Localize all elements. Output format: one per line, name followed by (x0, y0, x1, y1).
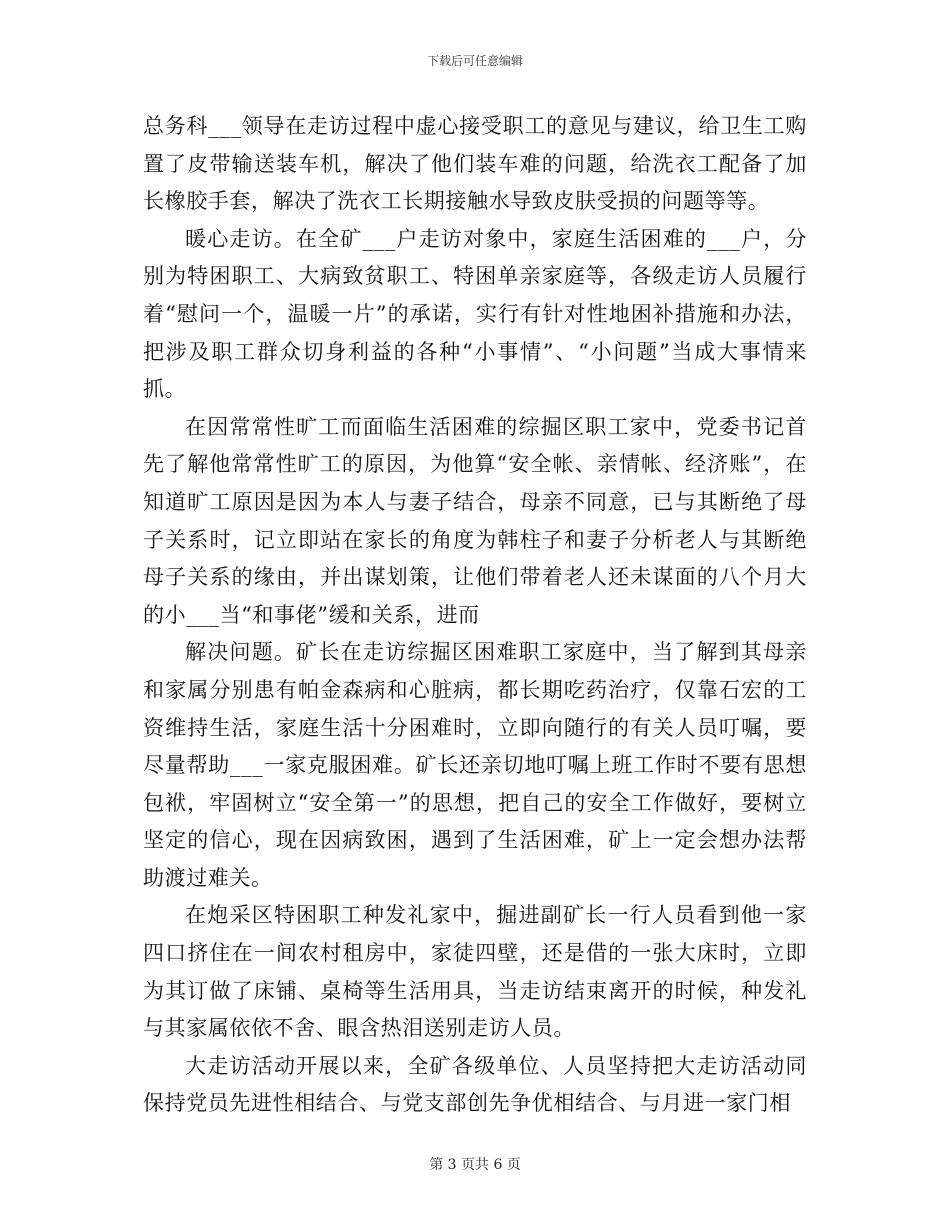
page-header-note: 下载后可任意编辑 (426, 54, 523, 68)
paragraph-continuation: 总务科___领导在走访过程中虚心接受职工的意见与建议，给卫生工购置了皮带输送装车机，解决了他们装车难的问题，给洗衣工配备了加长橡胶手套，解决了洗衣工长期接触水导致皮肤受损的问题等等。 (143, 114, 807, 214)
document-body (143, 108, 807, 1123)
paragraph-warm-visit: 暖心走访。在全矿___户走访对象中，家庭生活困难的___户，分别为特困职工、大病致贫职工、特困单亲家庭等，各级走访人员履行着“慰问一个，温暖一片”的承诺，实行有针对性地困补措施和办法，把涉及职工群众切身利益的各种“小事情”、“小问题”当成大事情来抓。 (143, 226, 807, 402)
paragraph-party-secretary-visit: 在因常常性旷工而面临生活困难的综掘区职工家中，党委书记首先了解他常常性旷工的原因，为他算“安全帐、亲情帐、经济账”，在知道旷工原因是因为本人与妻子结合，母亲不同意，已与其断绝了母子关系时，记立即站在家长的角度为韩柱子和妻子分析老人与其断绝母子关系的缘由，并出谋划策，让他们带着老人还未谋面的八个月大的小___当“和事佬”缓和关系，进而 (143, 414, 807, 627)
paragraph-mine-director-visit: 解决问题。矿长在走访综掘区困难职工家庭中，当了解到其母亲和家属分别患有帕金森病和心脏病，都长期吃药治疗，仅靠石宏的工资维持生活，家庭生活十分困难时，立即向随行的有关人员叮嘱，要尽量帮助___一家克服困难。矿长还亲切地叮嘱上班工作时不要有思想包袱，牢固树立“安全第一”的思想，把自己的安全工作做好，要树立坚定的信心，现在因病致困，遇到了生活困难，矿上一定会想办法帮助渡过难关。 (143, 640, 807, 890)
page-number-footer: 第 3 页共 6 页 (429, 1157, 521, 1173)
paragraph-deputy-director-visit: 在炮采区特困职工种发礼家中，掘进副矿长一行人员看到他一家四口挤住在一间农村租房中，家徒四壁，还是借的一张大床时，立即为其订做了床铺、桌椅等生活用具，当走访结束离开的时候，种发礼与其家属依依不舍、眼含热泪送别走访人员。 (143, 903, 807, 1041)
paragraph-activity-summary: 大走访活动开展以来，全矿各级单位、人员坚持把大走访活动同保持党员先进性相结合、与党支部创先争优相结合、与月进一家门相 (143, 1053, 807, 1116)
